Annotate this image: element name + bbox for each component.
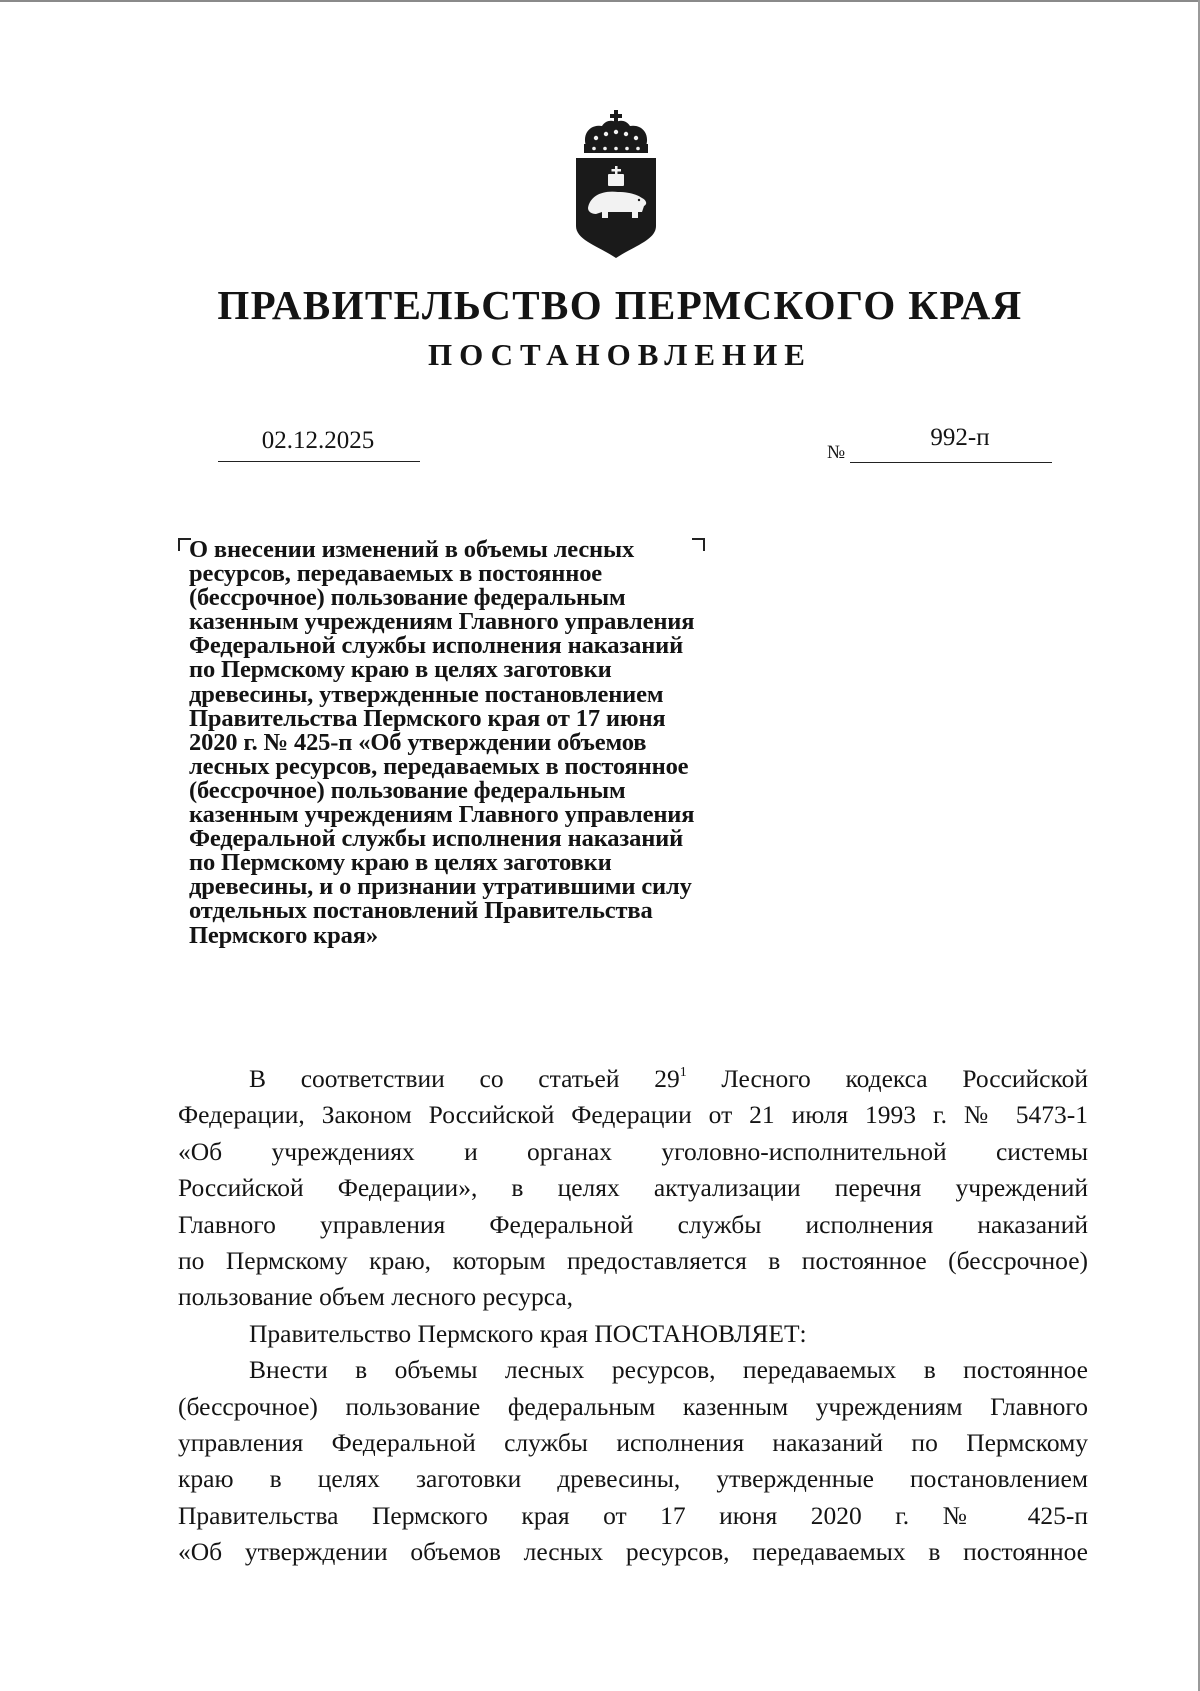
subject-line: (бессрочное) пользование федеральным bbox=[189, 584, 626, 612]
paragraph-amendment bbox=[178, 1352, 1088, 1570]
subject-line: О внесении изменений в объемы лесных bbox=[189, 536, 635, 563]
subject-line: Пермского края» bbox=[189, 921, 378, 949]
body-line: (бессрочное) пользование федеральным казенным учреждениям Главного bbox=[178, 1391, 1088, 1421]
subject-line: древесины, утвержденные постановлением bbox=[189, 680, 664, 708]
document-date: 02.12.2025 bbox=[261, 427, 375, 454]
subject-line: лесных ресурсов, передаваемых в постоянное bbox=[189, 752, 689, 780]
paragraph-resolution bbox=[178, 1316, 1088, 1352]
body-line: управления Федеральной службы исполнения наказаний по Пермскому bbox=[178, 1428, 1088, 1458]
body-line: Правительства Пермского края от 17 июня 2020 г. № 425-п bbox=[178, 1500, 1088, 1530]
scan-edge-top bbox=[0, 0, 1200, 2]
subject-line: ресурсов, передаваемых в постоянное bbox=[189, 560, 603, 588]
body-line: Правительство Пермского края ПОСТАНОВЛЯЕТ: bbox=[249, 1318, 807, 1348]
number-underline bbox=[850, 462, 1052, 463]
subject-line: отдельных постановлений Правительства bbox=[189, 897, 653, 925]
legal-basis-start: В соответствии со статьей 29 bbox=[249, 1064, 680, 1093]
subject-line: Федеральной службы исполнения наказаний bbox=[189, 825, 684, 853]
legal-basis-rest: Лесного кодекса Российской bbox=[686, 1064, 1088, 1093]
subject-line: казенным учреждениям Главного управления bbox=[189, 608, 695, 636]
body-line: пользование объем лесного ресурса, bbox=[178, 1282, 574, 1312]
date-underline bbox=[218, 461, 420, 462]
organization-title: ПРАВИТЕЛЬСТВО ПЕРМСКОГО КРАЯ bbox=[217, 282, 1023, 328]
coat-of-arms-icon bbox=[572, 108, 660, 260]
subject-line: (бессрочное) пользование федеральным bbox=[189, 776, 626, 804]
subject-line: по Пермскому краю в целях заготовки bbox=[189, 656, 612, 684]
subject-line: Федеральной службы исполнения наказаний bbox=[189, 632, 684, 660]
document-type: ПОСТАНОВЛЕНИЕ bbox=[428, 337, 812, 372]
body-line: «Об учреждениях и органах уголовно-исполнительной системы bbox=[178, 1136, 1088, 1166]
article-superscript: 1 bbox=[679, 1065, 687, 1080]
body-line: по Пермскому краю, которым предоставляется в постоянное (бессрочное) bbox=[178, 1246, 1088, 1276]
body-line: Российской Федерации», в целях актуализации перечня учреждений bbox=[178, 1173, 1088, 1203]
body-line: Федерации, Законом Российской Федерации от 21 июля 1993 г. № 5473-1 bbox=[178, 1100, 1088, 1130]
subject-line: древесины, и о признании утратившими силу bbox=[189, 873, 692, 901]
subject-line: казенным учреждениям Главного управления bbox=[189, 801, 695, 829]
paragraph-legal-basis bbox=[178, 1061, 1088, 1316]
body-line: «Об утверждении объемов лесных ресурсов, передаваемых в постоянное bbox=[178, 1537, 1088, 1567]
number-sign: № bbox=[827, 442, 846, 463]
subject-line: 2020 г. № 425-п «Об утверждении объемов bbox=[189, 728, 647, 756]
body-line: краю в целях заготовки древесины, утвержденные постановлением bbox=[178, 1464, 1088, 1494]
subject-line: Правительства Пермского края от 17 июня bbox=[189, 704, 666, 732]
document-number: 992-п bbox=[930, 424, 990, 451]
body-line bbox=[178, 1061, 1088, 1097]
subject-line: по Пермскому краю в целях заготовки bbox=[189, 849, 612, 877]
body-line: Главного управления Федеральной службы исполнения наказаний bbox=[178, 1209, 1088, 1239]
body-line: Внести в объемы лесных ресурсов, передаваемых в постоянное bbox=[249, 1355, 1088, 1385]
document-subject bbox=[189, 538, 799, 948]
document-body bbox=[178, 1061, 1088, 1571]
